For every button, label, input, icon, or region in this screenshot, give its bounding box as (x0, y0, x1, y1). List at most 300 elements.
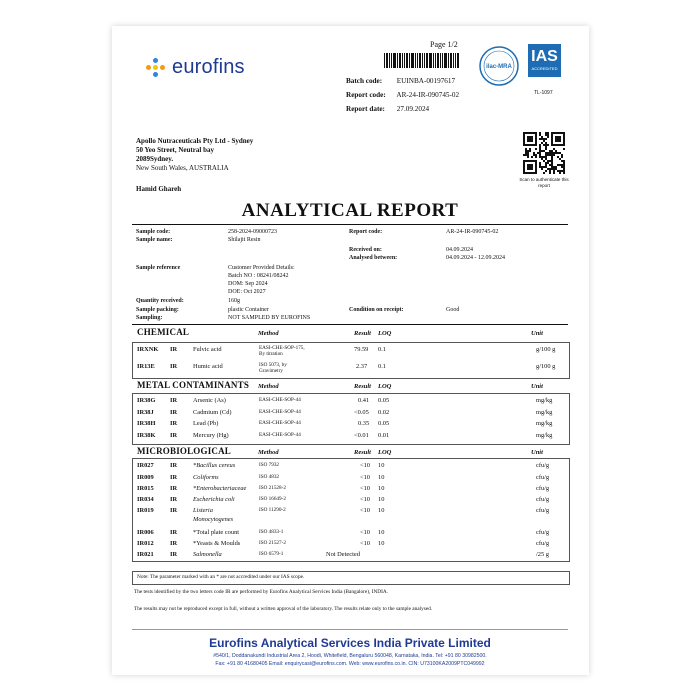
qr-module (539, 150, 541, 152)
barcode-bar (402, 53, 403, 68)
row-loq: 0.01 (378, 431, 390, 439)
qr-module (563, 172, 565, 174)
barcode-bar (442, 53, 443, 68)
qr-module (555, 166, 557, 168)
row-code: IR015 (137, 485, 154, 492)
quantity: 160g (228, 298, 240, 304)
eurofins-logo-icon (146, 58, 166, 78)
batch-code-label: Batch code: (346, 77, 383, 85)
qr-module (527, 152, 529, 154)
qr-module (547, 132, 549, 134)
sample-code-label: Sample code: (136, 229, 171, 235)
result-header: Result (354, 383, 371, 390)
barcode-bar (426, 53, 428, 68)
qr-module (561, 170, 563, 172)
qr-module (563, 160, 565, 162)
qr-module (551, 160, 553, 162)
qr-module (545, 138, 547, 140)
qr-module (563, 148, 565, 150)
row-unit: cfu/g (536, 496, 550, 503)
metals-heading: METAL CONTAMINANTS (137, 380, 250, 390)
qr-module (541, 150, 543, 152)
row-code: IR012 (137, 540, 154, 547)
qr-module (551, 150, 553, 152)
qr-module (543, 156, 545, 158)
row-code: IR13E (137, 363, 155, 370)
qr-module (545, 152, 547, 154)
row-loq: 0.05 (378, 397, 390, 404)
barcode-bar (417, 53, 418, 68)
row-unit: mg/kg (536, 397, 553, 404)
ias-text: IAS (531, 48, 558, 65)
unit-header: Unit (531, 449, 543, 456)
row-method: ISO 4832 (259, 474, 280, 480)
qr-module (553, 172, 555, 174)
row-code: IR034 (137, 496, 154, 503)
qr-module (535, 156, 537, 158)
row-lab: IR (170, 551, 178, 558)
qr-module (545, 166, 547, 168)
row-unit: /25 g (536, 551, 549, 558)
qr-module (551, 164, 553, 166)
row-unit: cfu/g (536, 507, 550, 514)
barcode-bar (453, 53, 454, 68)
barcode-bar (415, 53, 416, 68)
qr-module (539, 148, 541, 150)
qr-module (547, 152, 549, 154)
row-unit: cfu/g (536, 462, 550, 469)
qr-module (547, 162, 549, 164)
qr-module (535, 148, 537, 150)
qr-module (531, 156, 533, 158)
condition: Good (446, 307, 460, 313)
result-header: Result (354, 449, 371, 456)
row-code: IRXNK (137, 346, 159, 353)
row-code: IR006 (137, 529, 154, 536)
qr-module (553, 166, 555, 168)
qr-module (549, 168, 551, 170)
unit-header: Unit (531, 330, 543, 337)
row-param: Listeria (193, 507, 213, 514)
qr-module (555, 168, 557, 170)
qr-module (551, 166, 553, 168)
row-result: <10 (360, 540, 370, 547)
row-param: Salmonella (193, 551, 222, 558)
qr-module (549, 170, 551, 172)
barcode-bar (386, 53, 388, 68)
row-unit: mg/kg (536, 431, 553, 439)
ias-subtext: ACCREDITED (531, 66, 558, 71)
qr-module (555, 152, 557, 154)
barcode-bar (411, 53, 414, 68)
row-lab: IR (170, 462, 178, 469)
qr-module (559, 164, 561, 166)
row-method: EASI-CHE-SOP-44 (259, 431, 301, 438)
row-lab: IR (170, 397, 178, 404)
section-rule (132, 324, 568, 325)
sampling: NOT SAMPLED BY EUROFINS (228, 315, 311, 321)
qr-module (545, 134, 547, 136)
row-loq: 10 (378, 540, 385, 547)
footer-rule (132, 629, 568, 630)
barcode-bar (440, 53, 441, 68)
qr-module (539, 156, 541, 158)
qr-module (547, 154, 549, 156)
qr-module (549, 160, 551, 162)
method-header: Method (258, 449, 279, 456)
row-lab: IR (170, 529, 178, 536)
method-header: Method (258, 383, 279, 390)
qr-module (553, 154, 555, 156)
row-result: <10 (360, 485, 370, 492)
qr-module (549, 172, 551, 174)
row-param: Mercury (Hg) (193, 431, 229, 439)
svg-text:ilac-MRA: ilac-MRA (486, 64, 512, 70)
row-code: IR019 (137, 507, 154, 514)
row-result: <0.01 (354, 431, 369, 439)
row-method: EASI-CHE-SOP-175, (259, 345, 305, 351)
row-param: *Total plate count (193, 529, 240, 536)
row-method-2: Gravimetry (259, 368, 283, 374)
report-date-label: Report date: (346, 105, 385, 113)
qr-module (525, 150, 527, 152)
client-address (136, 137, 253, 173)
qr-module (525, 154, 527, 156)
row-result: <10 (360, 474, 370, 481)
reproduction-note: The results may not be reproduced except in full, without a written approval of the laboratory. The results relate only to the sample analysed. (134, 606, 433, 612)
sample-reference-line: DOE: Oct 2027 (228, 289, 266, 295)
barcode-bar (444, 53, 447, 68)
row-loq: 0.05 (378, 420, 390, 427)
row-param: Escherichia coli (193, 496, 235, 503)
condition-label: Condition on receipt: (349, 307, 404, 313)
accreditation-note: Note: The parameter marked with an * are not accredited under our IAS scope. (137, 574, 305, 580)
qr-module (527, 136, 533, 142)
qr-module (541, 166, 543, 168)
qr-module (561, 156, 563, 158)
qr-note: Scan to authenticate this report (519, 177, 569, 188)
qr-module (549, 150, 551, 152)
qr-module (557, 156, 559, 158)
row-param: Fulvic acid (193, 346, 222, 353)
qr-module (549, 154, 551, 156)
qr-module (557, 164, 559, 166)
qr-module (553, 170, 555, 172)
row-loq: 0.1 (378, 346, 386, 353)
barcode-bar (437, 53, 439, 68)
qr-module (539, 154, 541, 156)
qr-module (527, 150, 529, 152)
qr-module (561, 166, 563, 168)
report-date: 27.09.2024 (396, 105, 430, 113)
row-result: Not Detected (326, 551, 360, 558)
qr-module (527, 154, 529, 156)
qr-module (523, 154, 525, 156)
row-result: 0.41 (358, 397, 370, 404)
micro-heading: MICROBIOLOGICAL (137, 446, 232, 456)
barcode-bar (419, 53, 421, 68)
row-result: 0.35 (358, 420, 370, 427)
qr-module (529, 150, 531, 152)
qr-module (539, 144, 541, 146)
qr-module (527, 156, 529, 158)
qr-module (535, 154, 537, 156)
qr-module (545, 156, 547, 158)
barcode-bar (455, 53, 456, 68)
row-lab: IR (170, 507, 178, 514)
row-unit: cfu/g (536, 540, 550, 547)
qr-module (563, 162, 565, 164)
row-unit: cfu/g (536, 485, 550, 492)
logo-text: eurofins (172, 56, 245, 78)
qr-module (561, 154, 563, 156)
qr-module (557, 170, 559, 172)
company-address: #540/1, Doddanakundi Industrial Area 2, Hoodi, Whitefield, Bengaluru 560048, Karnataka, India. Tel: +91 80 30982500. (213, 653, 487, 659)
row-method: ISO 11290-2 (259, 507, 286, 513)
row-unit: mg/kg (536, 408, 553, 416)
loq-header: LOQ (378, 383, 392, 390)
row-param: Lead (Pb) (193, 420, 219, 427)
qr-module (545, 170, 547, 172)
packing: plastic Container (228, 307, 269, 313)
row-loq: 0.1 (378, 363, 386, 370)
qr-module (559, 152, 561, 154)
sample-name-label: Sample name: (136, 237, 173, 243)
loq-header: LOQ (378, 330, 392, 337)
sample-reference-line: Batch NO : 08241/08242 (228, 273, 289, 279)
barcode-bar (389, 53, 390, 68)
row-method: ISO 4833-1 (259, 529, 284, 535)
row-method: ISO 21528-2 (259, 485, 286, 491)
qr-module (527, 164, 533, 170)
row-method: EASI-CHE-SOP-44 (259, 420, 301, 426)
barcode-bar (393, 53, 396, 68)
row-unit: g/100 g (536, 346, 556, 353)
barcode-bar (384, 53, 385, 68)
qr-module (559, 158, 561, 160)
row-loq: 10 (378, 507, 385, 514)
qr-module (547, 168, 549, 170)
qr-module (539, 162, 541, 164)
qr-module (541, 158, 543, 160)
qr-module (539, 164, 541, 166)
client-contact: Hamid Ghareh (136, 185, 182, 193)
row-param: *Enterobacteriaceae (193, 485, 247, 492)
received-label: Received on: (349, 247, 382, 253)
qr-module (551, 152, 553, 154)
ilac-mra-seal (478, 45, 520, 87)
row-code: IR021 (137, 551, 154, 558)
qr-module (545, 162, 547, 164)
qr-module (543, 150, 545, 152)
barcode-bar (422, 53, 423, 68)
quantity-label: Quantity received: (136, 298, 184, 304)
barcode-bar (409, 53, 410, 68)
qr-module (551, 168, 553, 170)
row-param: *Bacillus cereus (193, 462, 236, 469)
qr-module (543, 140, 545, 142)
row-unit: cfu/g (536, 474, 550, 481)
qr-module (561, 160, 563, 162)
client-state: New South Wales, AUSTRALIA (136, 164, 229, 172)
client-name: Apollo Nutraceuticals Pty Ltd - Sydney (136, 137, 254, 145)
qr-module (541, 138, 543, 140)
qr-module (545, 154, 547, 156)
row-method-2: By titration (259, 351, 283, 357)
qr-module (539, 138, 541, 140)
sampling-label: Sampling: (136, 315, 163, 321)
row-loq: 0.02 (378, 408, 390, 416)
barcode-bar (435, 53, 436, 68)
row-loq: 10 (378, 474, 385, 481)
barcode-bar (457, 53, 459, 68)
qr-module (541, 136, 543, 138)
report-code-label: Report code: (346, 91, 386, 99)
qr-module (555, 150, 557, 152)
row-param-2: Monocytogenes (193, 516, 234, 523)
sample-reference-line: DOM: Sep 2024 (228, 281, 268, 287)
company-contacts: Fax: +91 80 41680405 Email: enquirycasi@eurofins.com. Web: www.eurofins.co.in. CIN: U73100KA2009PTC049992 (215, 661, 485, 667)
qr-module (551, 154, 553, 156)
row-unit: g/100 g (536, 363, 556, 370)
row-method: ISO 7932 (259, 462, 280, 468)
row-lab: IR (170, 474, 178, 481)
qr-module (551, 158, 553, 160)
qr-module (533, 154, 535, 156)
qr-module (539, 132, 541, 134)
row-lab: IR (170, 496, 178, 503)
row-lab: IR (170, 408, 178, 416)
qr-module (539, 166, 541, 168)
qr-module (557, 152, 559, 154)
barcode-bar (397, 53, 398, 68)
row-method: EASI-CHE-SOP-44 (259, 408, 301, 415)
qr-module (553, 148, 555, 150)
row-result: <10 (360, 462, 370, 469)
batch-code: EUINBA-00197617 (396, 77, 456, 85)
row-method: ISO 5073, by (259, 362, 287, 368)
report-code-label-2: Report code: (349, 229, 383, 235)
title-rule (132, 224, 568, 225)
identification-note: The tests identified by the two letters code IR are performed by Eurofins Analytical Services India (Bangalore), INDIA. (134, 589, 389, 595)
qr-module (561, 164, 563, 166)
chemical-heading: CHEMICAL (137, 327, 190, 337)
received-date: 04.09.2024 (446, 247, 473, 253)
qr-module (559, 170, 561, 172)
barcode-bar (429, 53, 432, 68)
qr-module (537, 152, 539, 154)
barcode-bar (404, 53, 405, 68)
qr-module (529, 148, 531, 150)
barcode (384, 53, 462, 68)
sample-name: Shilajit Resin (228, 237, 261, 243)
barcode-bar (450, 53, 452, 68)
qr-module (543, 160, 545, 162)
qr-module (563, 168, 565, 170)
qr-module (543, 138, 545, 140)
barcode-bar (448, 53, 449, 68)
qr-module (553, 168, 555, 170)
qr-module (543, 166, 545, 168)
qr-module (547, 134, 549, 136)
qr-module (545, 164, 547, 166)
row-code: IR009 (137, 474, 154, 481)
qr-module (525, 148, 527, 150)
barcode-bar (391, 53, 392, 68)
qr-module (539, 134, 541, 136)
row-result: <10 (360, 529, 370, 536)
qr-module (545, 142, 547, 144)
qr-module (541, 142, 543, 144)
qr-module (545, 132, 547, 134)
row-unit: cfu/g (536, 529, 550, 536)
row-param: Coliforms (193, 474, 219, 481)
company-name: Eurofins Analytical Services India Private Limited (209, 636, 491, 650)
row-result: <10 (360, 507, 370, 514)
ias-accreditation-badge (528, 44, 561, 77)
qr-module (551, 162, 553, 164)
tl-number: TL-1097 (534, 90, 553, 96)
row-method: ISO 16649-2 (259, 496, 286, 502)
analysed-label: Analysed between: (349, 255, 398, 261)
qr-module (549, 152, 551, 154)
barcode-bar (399, 53, 401, 68)
qr-module (551, 156, 553, 158)
row-method: ISO 6579-1 (259, 551, 284, 557)
sample-reference-line: Customer Provided Details: (228, 265, 295, 271)
qr-module (559, 172, 561, 174)
barcode-bar (406, 53, 408, 68)
report-code: AR-24-IR-090745-02 (396, 91, 460, 99)
barcode-bar (433, 53, 434, 68)
qr-module (545, 148, 547, 150)
qr-module (545, 158, 547, 160)
qr-module (547, 136, 549, 138)
qr-module (547, 144, 549, 146)
page-number: Page 1/2 (430, 40, 458, 49)
barcode-bar (424, 53, 425, 68)
row-loq: 10 (378, 496, 385, 503)
qr-module (545, 146, 547, 148)
row-lab: IR (170, 431, 178, 439)
row-code: IR38K (137, 431, 156, 439)
report-title: ANALYTICAL REPORT (241, 200, 459, 221)
row-loq: 10 (378, 485, 385, 492)
row-result: 2.37 (356, 363, 368, 370)
row-param: Humic acid (193, 363, 223, 370)
packing-label: Sample packing: (136, 307, 179, 313)
row-result: <0.05 (354, 408, 369, 416)
row-lab: IR (170, 420, 178, 427)
row-lab: IR (170, 363, 178, 370)
qr-module (563, 164, 565, 166)
client-city: 2089Sydney. (136, 155, 174, 163)
qr-module (545, 144, 547, 146)
qr-code[interactable] (523, 132, 565, 174)
report-meta (346, 74, 459, 116)
qr-module (541, 168, 543, 170)
row-code: IR027 (137, 462, 154, 469)
qr-module (533, 152, 535, 154)
unit-header: Unit (531, 383, 543, 390)
row-method: ISO 21527-2 (259, 540, 286, 546)
row-param: Arsenic (As) (193, 397, 226, 404)
row-code: IR38G (137, 397, 156, 404)
qr-module (553, 152, 555, 154)
row-code: IR38H (137, 420, 156, 427)
row-result: <10 (360, 496, 370, 503)
analysed-dates: 04.09.2024 - 12.09.2024 (446, 255, 505, 261)
